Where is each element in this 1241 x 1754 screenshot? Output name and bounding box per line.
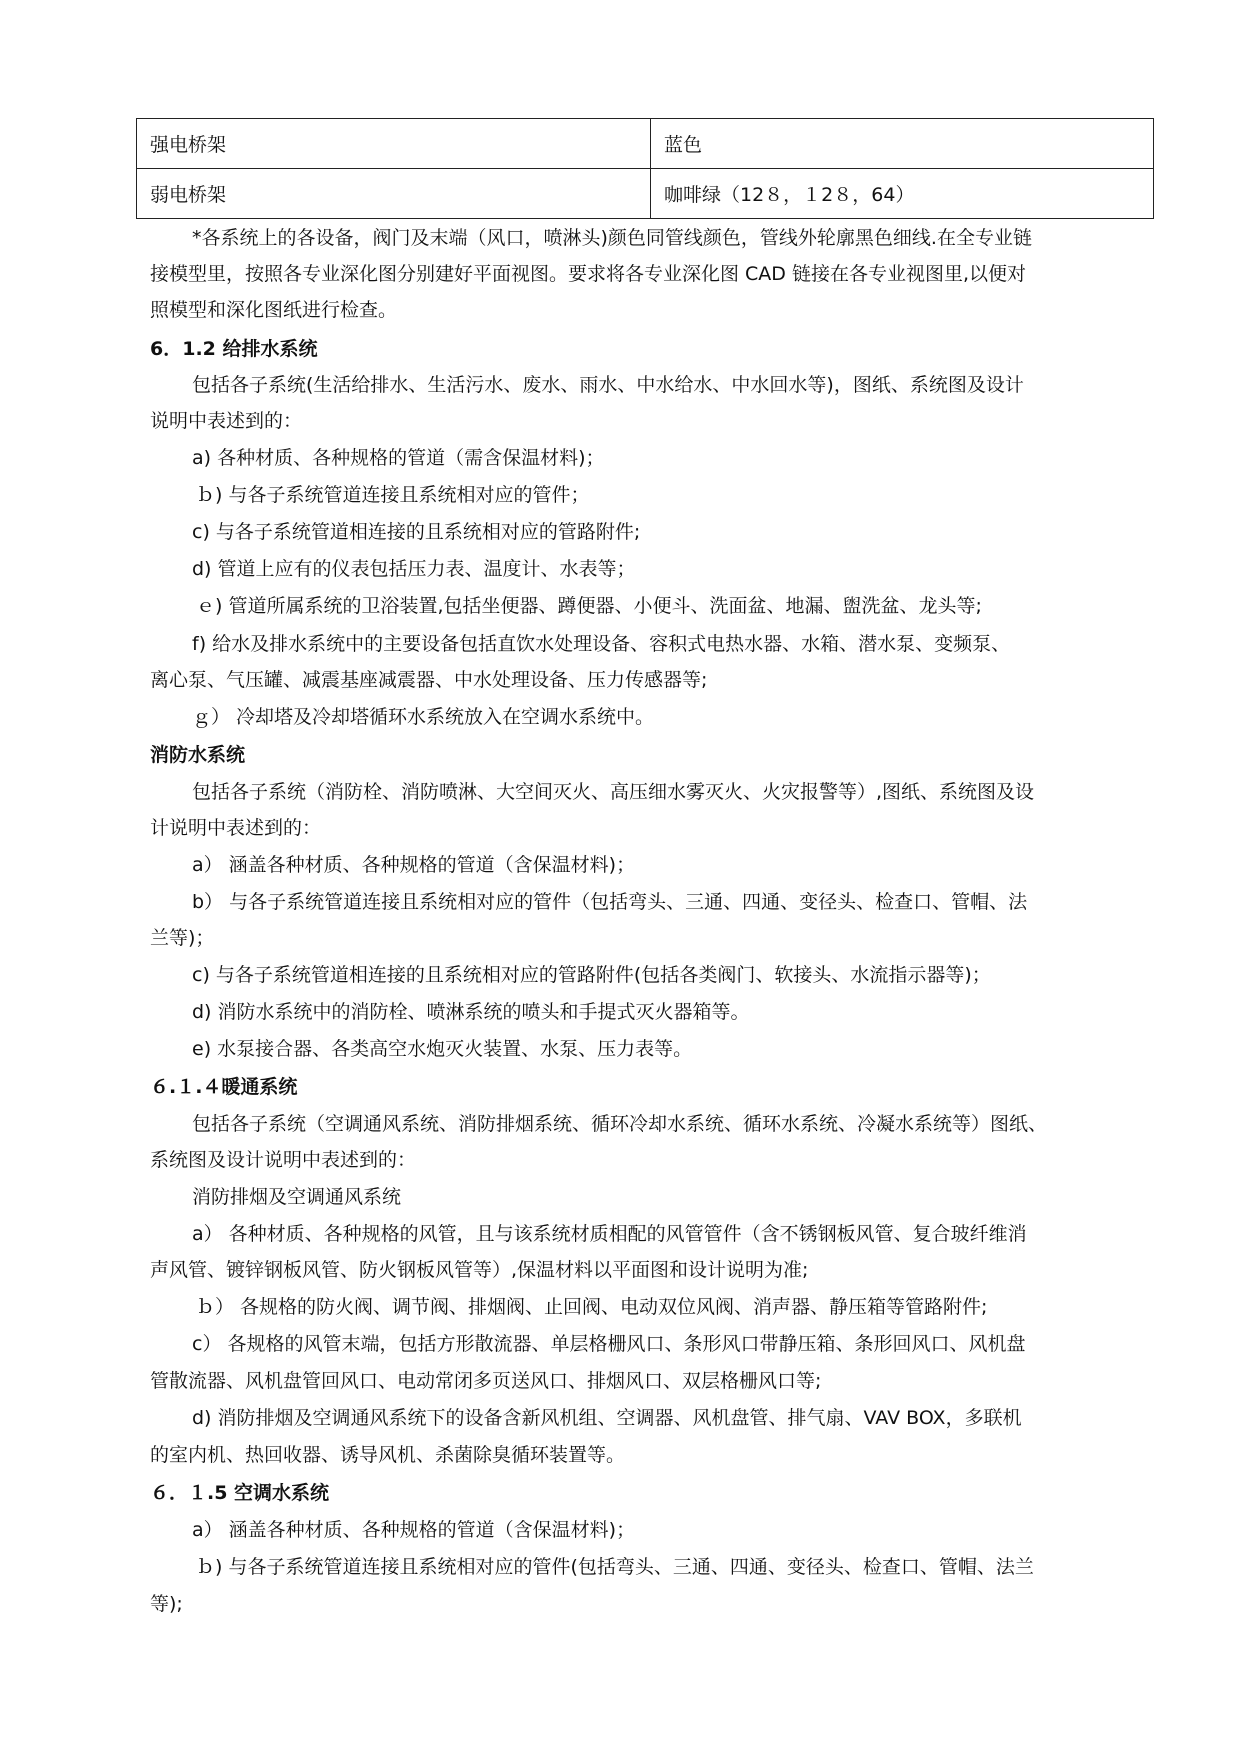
- list-item: 兰等)；: [150, 927, 215, 949]
- list-item: b） 与各子系统管道连接且系统相对应的管件（包括弯头、三通、四通、变径头、检查口、管帽、法: [192, 891, 1028, 913]
- paragraph-line: 系统图及设计说明中表述到的：: [150, 1149, 417, 1171]
- subheading: 消防排烟及空调通风系统: [192, 1186, 402, 1208]
- list-item: 等);: [150, 1593, 183, 1615]
- list-item: ｇ） 冷却塔及冷却塔循环水系统放入在空调水系统中。: [192, 706, 655, 728]
- section-heading: ６.１.４暖通系统: [150, 1076, 298, 1098]
- paragraph-line: 计说明中表述到的：: [150, 817, 322, 839]
- list-item: a） 涵盖各种材质、各种规格的管道（含保温材料)；: [192, 1519, 636, 1541]
- paragraph-line: 包括各子系统（空调通风系统、消防排烟系统、循环冷却水系统、循环水系统、冷凝水系统等）图纸、: [192, 1113, 1048, 1135]
- list-item: f) 给水及排水系统中的主要设备包括直饮水处理设备、容积式电热水器、水箱、潜水泵、变频泵、: [192, 633, 1011, 655]
- section-heading: 消防水系统: [150, 744, 246, 766]
- color-code-table: [136, 118, 1154, 219]
- list-item: a) 各种材质、各种规格的管道（需含保温材料)；: [192, 447, 605, 469]
- list-item: ｂ） 各规格的防火阀、调节阀、排烟阀、止回阀、电动双位风阀、消声器、静压箱等管路附件;: [196, 1296, 988, 1318]
- list-item: a） 涵盖各种材质、各种规格的管道（含保温材料)；: [192, 854, 636, 876]
- list-item: ｂ) 与各子系统管道连接且系统相对应的管件；: [196, 484, 590, 506]
- list-item: a） 各种材质、各种规格的风管，且与该系统材质相配的风管管件（含不锈钢板风管、复合玻纤维消: [192, 1223, 1027, 1245]
- paragraph-line: 包括各子系统(生活给排水、生活污水、废水、雨水、中水给水、中水回水等)，图纸、系统图及设计: [192, 374, 1024, 396]
- table-cell-item: 强电桥架: [137, 119, 651, 169]
- table-cell-color: 咖啡绿（12８，１2８，64）: [651, 169, 1154, 219]
- section-heading: ６．１.5 空调水系统: [150, 1482, 330, 1504]
- table-row: [137, 119, 1154, 169]
- list-item: c) 与各子系统管道相连接的且系统相对应的管路附件;: [192, 521, 641, 543]
- list-item: c） 各规格的风管末端，包括方形散流器、单层格栅风口、条形风口带静压箱、条形回风口、风机盘: [192, 1333, 1026, 1355]
- section-heading: 6．1.2 给排水系统: [150, 338, 318, 360]
- list-item: d) 消防排烟及空调通风系统下的设备含新风机组、空调器、风机盘管、排气扇、VAV BOX，多联机: [192, 1407, 1022, 1429]
- list-item: d) 管道上应有的仪表包括压力表、温度计、水表等；: [192, 558, 636, 580]
- table-cell-color: 蓝色: [651, 119, 1154, 169]
- list-item: e) 水泵接合器、各类高空水炮灭火装置、水泵、压力表等。: [192, 1038, 693, 1060]
- list-item: d) 消防水系统中的消防栓、喷淋系统的喷头和手提式灭火器箱等。: [192, 1001, 750, 1023]
- note-line: 照模型和深化图纸进行检查。: [150, 299, 398, 321]
- list-item: ｂ) 与各子系统管道连接且系统相对应的管件(包括弯头、三通、四通、变径头、检查口、管帽、法兰: [196, 1556, 1034, 1578]
- list-item: 的室内机、热回收器、诱导风机、杀菌除臭循环装置等。: [150, 1444, 626, 1466]
- paragraph-line: 包括各子系统（消防栓、消防喷淋、大空间灭火、高压细水雾灭火、火灾报警等）,图纸、系统图及设: [192, 781, 1035, 803]
- list-item: c) 与各子系统管道相连接的且系统相对应的管路附件(包括各类阀门、软接头、水流指示器等)；: [192, 964, 991, 986]
- note-line: 接模型里，按照各专业深化图分别建好平面视图。要求将各专业深化图 CAD 链接在各专业视图里,以便对: [150, 263, 1027, 285]
- list-item: ｅ) 管道所属系统的卫浴装置,包括坐便器、蹲便器、小便斗、洗面盆、地漏、盥洗盆、龙头等;: [196, 595, 982, 617]
- table-row: [137, 169, 1154, 219]
- list-item: 离心泵、气压罐、减震基座减震器、中水处理设备、压力传感器等;: [150, 669, 708, 691]
- note-line: *各系统上的各设备，阀门及末端（风口，喷淋头)颜色同管线颜色，管线外轮廓黑色细线.在全专业链: [192, 227, 1032, 249]
- paragraph-line: 说明中表述到的：: [150, 410, 303, 432]
- table-cell-item: 弱电桥架: [137, 169, 651, 219]
- list-item: 管散流器、风机盘管回风口、电动常闭多页送风口、排烟风口、双层格栅风口等;: [150, 1370, 822, 1392]
- list-item: 声风管、镀锌钢板风管、防火钢板风管等）,保温材料以平面图和设计说明为准;: [150, 1259, 809, 1281]
